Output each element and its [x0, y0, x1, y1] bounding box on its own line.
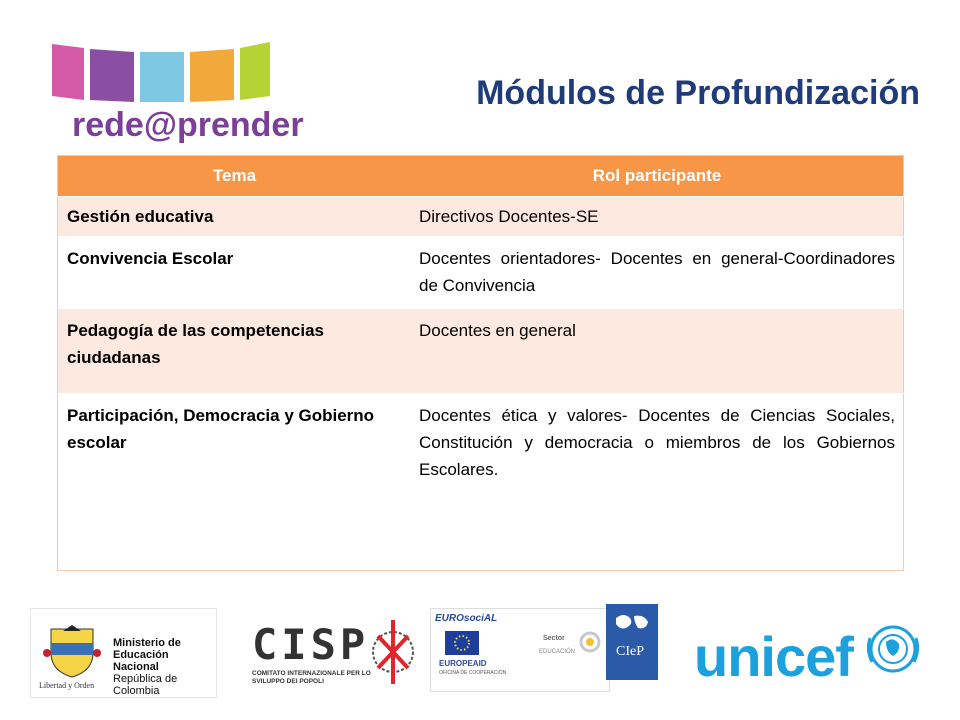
cell-tema: Pedagogía de las competencias ciudadanas	[58, 309, 412, 394]
cell-tema: Participación, Democracia y Gobierno escolar	[58, 394, 412, 571]
coat-of-arms-icon	[41, 623, 103, 679]
europeaid-label: EUROPEAID	[439, 659, 487, 668]
table-row	[58, 394, 904, 571]
sector-emblem-icon	[579, 627, 601, 657]
cisp-word: CISP	[252, 620, 370, 669]
sector-label: Sector	[543, 635, 565, 642]
redeaprender-logo	[52, 38, 314, 148]
modules-table	[57, 155, 904, 571]
header-tema: Tema	[58, 156, 412, 197]
sponsor-logos	[0, 604, 960, 700]
cell-rol: Docentes orientadores- Docentes en general-Coordinadores de Convivencia	[411, 237, 904, 309]
sector-sub: EDUCACIÓN	[539, 649, 576, 655]
ciep-text: CIeP	[616, 644, 644, 659]
table-header-row	[58, 156, 904, 197]
eurosocial-name: EUROsociAL	[435, 613, 498, 624]
europeaid-sub: OFICINA DE COOPERACIÓN	[439, 670, 507, 676]
cisp-sub2: SVILUPPO DEI POPOLI	[252, 678, 324, 685]
logo-text: rede@prender	[72, 106, 304, 144]
eu-flag-icon	[445, 631, 479, 655]
cell-rol: Docentes en general	[411, 309, 904, 394]
table-row	[58, 309, 904, 394]
table-row	[58, 197, 904, 237]
cell-rol: Docentes ética y valores- Docentes de Ciencias Sociales, Constitución y democracia o miembros de los Gobiernos Escolares.	[411, 394, 904, 571]
cell-rol: Directivos Docentes-SE	[411, 197, 904, 237]
unicef-word: unicef	[694, 625, 853, 688]
eurosocial-logo	[430, 608, 610, 692]
ministerio-motto: Libertad y Orden	[39, 681, 95, 690]
ministerio-line2: Educación Nacional	[113, 649, 169, 673]
cell-tema: Convivencia Escolar	[58, 237, 412, 309]
world-map-icon	[612, 610, 652, 638]
ministerio-logo	[30, 608, 217, 698]
unicef-emblem-icon	[866, 622, 920, 680]
cisp-figure-icon	[370, 614, 416, 690]
cell-tema: Gestión educativa	[58, 197, 412, 237]
cisp-logo	[248, 612, 418, 692]
ministerio-line3: República de Colombia	[113, 673, 178, 697]
ciep-logo	[606, 604, 658, 680]
table-row	[58, 237, 904, 309]
ministerio-line1: Ministerio de	[113, 637, 181, 649]
header-rol: Rol participante	[411, 156, 904, 197]
unicef-logo	[690, 618, 920, 688]
cisp-sub1: COMITATO INTERNAZIONALE PER LO	[252, 670, 371, 677]
page-title: Módulos de Profundización	[476, 74, 920, 112]
